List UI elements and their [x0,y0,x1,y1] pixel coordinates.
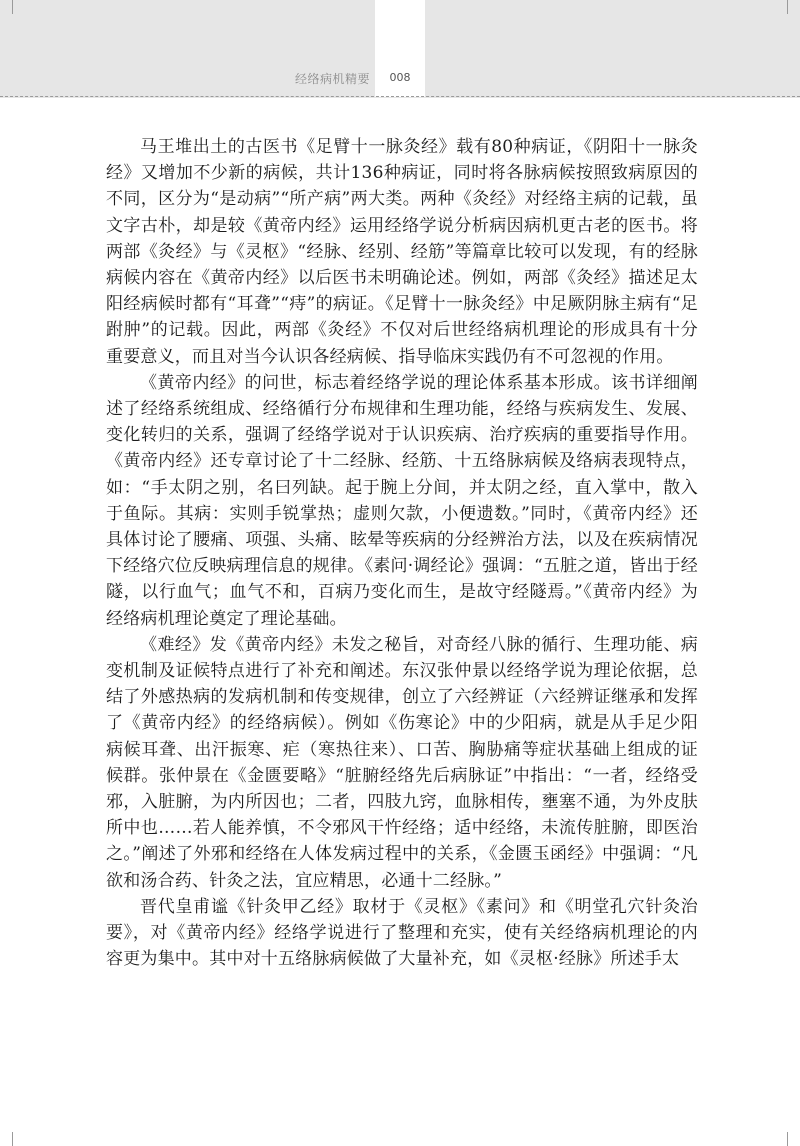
paragraph-nanjing-zhangzhongjing: 《难经》发《黄帝内经》未发之秘旨，对奇经八脉的循行、生理功能、病变机制及证候特点进行了补充和阐述。东汉张仲景以经络学说为理论依据，总结了外感热病的发病机制和传变规律，创立了六经辨证（六经辨证继承和发挥了《黄帝内经》的经络病候）。例如《伤寒论》中的少阳病，就是从手足少阳病候耳聋、出汗振寒、疟（寒热往来）、口苦、胸胁痛等症状基础上组成的证候群。张仲景在《金匮要略》“脏腑经络先后病脉证”中指出：“一者，经络受邪，入脏腑，为内所因也；二者，四肢九窍，血脉相传，壅塞不通，为外皮肤所中也……若人能养慎，不令邪风干忤经络；适中经络，未流传脏腑，即医治之。”阐述了外邪和经络在人体发病过程中的关系，《金匮玉函经》中强调：“凡欲和汤合药、针灸之法，宜应精思，必通十二经脉。” [106,634,698,891]
crop-mark-bottom-left [12,1132,13,1146]
paragraph-mawangdui: 马王堆出土的古医书《足臂十一脉灸经》载有80种病证，《阴阳十一脉灸经》又增加不少新的病候，共计136种病证，同时将各脉病候按照致病原因的不同，区分为“是动病”“所产病”两大类。两种《灸经》对经络主病的记载，虽文字古朴，却是较《黄帝内经》运用经络学说分析病因病机更古老的医书。将两部《灸经》与《灵枢》“经脉、经别、经筋”等篇章比较可以发现，有的经脉病候内容在《黄帝内经》以后医书未明确论述。例如，两部《灸经》描述足太阳经病候时都有“耳聋”“痔”的病证。《足臂十一脉灸经》中足厥阴脉主病有“足跗肿”的记载。因此，两部《灸经》不仅对后世经络病机理论的形成具有十分重要意义，而且对当今认识各经病候、指导临床实践仍有不可忽视的作用。 [106,137,698,367]
paragraph-huangdi-neijing: 《黄帝内经》的问世，标志着经络学说的理论体系基本形成。该书详细阐述了经络系统组成、经络循行分布规律和生理功能，经络与疾病发生、发展、变化转归的关系，强调了经络学说对于认识疾病、治疗疾病的重要指导作用。《黄帝内经》还专章讨论了十二经脉、经筋、十五络脉病候及络病表现特点，如：“手太阴之别，名曰列缺。起于腕上分间，并太阴之经，直入掌中，散入于鱼际。其病：实则手锐掌热；虚则欠款，小便遗数。”同时，《黄帝内经》还具体讨论了腰痛、项强、头痛、眩晕等疾病的分经辨治方法，以及在疾病情况下经络穴位反映病理信息的规律。《素问·调经论》强调：“五脏之道，皆出于经隧，以行血气；血气不和，百病乃变化而生，是故守经隧焉。”《黄帝内经》为经络病机理论奠定了理论基础。 [106,372,698,629]
page-number: 008 [389,71,411,84]
paragraph-huangfumi: 晋代皇甫谧《针灸甲乙经》取材于《灵枢》《素问》和《明堂孔穴针灸治要》，对《黄帝内经》经络学说进行了整理和充实，使有关经络病机理论的内容更为集中。其中对十五络脉病候做了大量补充，如《灵枢·经脉》所述手太 [106,896,698,970]
header-divider [0,96,800,97]
crop-mark-top-left [12,0,13,14]
running-title: 经络病机精要 [294,72,370,86]
body-text [106,134,698,973]
crop-mark-bottom-right [787,1132,788,1146]
crop-mark-top-right [787,0,788,14]
